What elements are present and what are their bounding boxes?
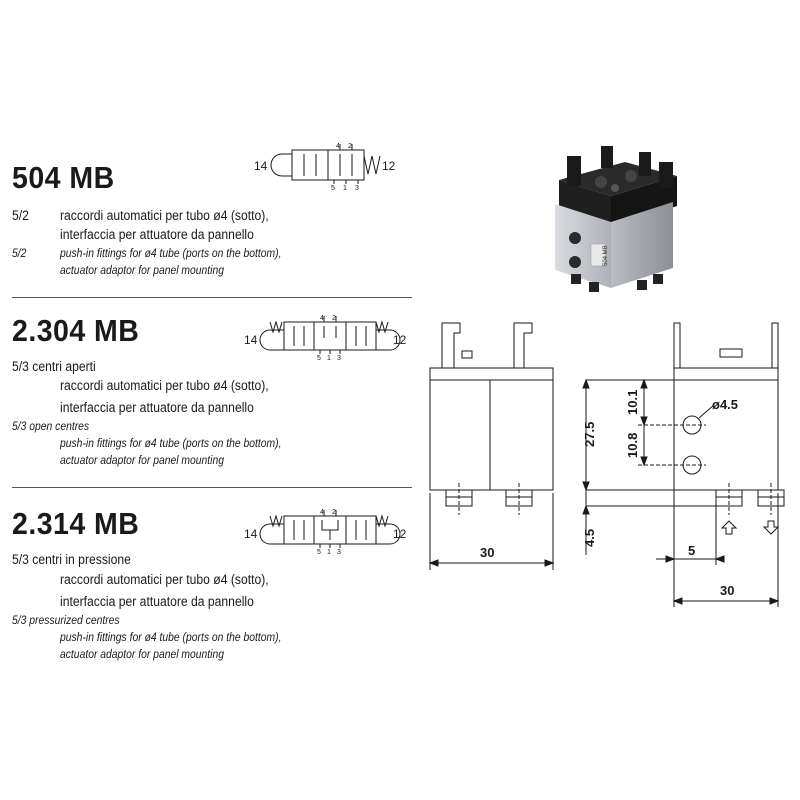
svg-text:2: 2 — [332, 509, 336, 516]
dim-side-width: 30 — [720, 583, 735, 598]
svg-text:1: 1 — [327, 549, 331, 556]
svg-text:12: 12 — [393, 333, 407, 347]
dim-port-offset: 5 — [688, 543, 696, 558]
symbol-port-14: 14 — [254, 159, 268, 173]
product-desc-it-2: interfaccia per attuatore da pannello — [60, 227, 254, 242]
svg-text:4: 4 — [320, 509, 324, 516]
svg-text:2: 2 — [332, 315, 336, 322]
svg-text:5: 5 — [331, 185, 335, 192]
product-desc-en-1: push-in fittings for ø4 tube (ports on the bottom), — [60, 632, 282, 644]
product-type: 5/2 — [12, 208, 29, 223]
product-code: 2.314 MB — [12, 506, 140, 541]
svg-text:1: 1 — [343, 185, 347, 192]
symbol-port-12: 12 — [382, 159, 396, 173]
valve-symbol-53-open — [240, 312, 410, 362]
svg-text:1: 1 — [327, 355, 331, 362]
dim-hole-diameter: ø4.5 — [712, 397, 739, 412]
product-desc-en-2: actuator adaptor for panel mounting — [60, 265, 224, 277]
dim-lower: 10.8 — [625, 432, 640, 458]
svg-text:3: 3 — [337, 355, 341, 362]
divider — [12, 487, 412, 488]
dim-height-total: 27.5 — [582, 421, 597, 447]
product-type-en: 5/2 — [12, 248, 27, 260]
product-desc-en-2: actuator adaptor for panel mounting — [60, 649, 224, 661]
product-desc-it-2: interfaccia per attuatore da pannello — [60, 594, 254, 609]
dim-front-width: 30 — [480, 545, 495, 560]
product-desc-en-1: push-in fittings for ø4 tube (ports on the bottom), — [60, 438, 282, 450]
product-desc-en-1: push-in fittings for ø4 tube (ports on the bottom), — [60, 248, 282, 260]
product-desc-en-2: actuator adaptor for panel mounting — [60, 455, 224, 467]
product-desc-it-1: raccordi automatici per tubo ø4 (sotto), — [60, 572, 269, 587]
svg-text:12: 12 — [393, 527, 407, 541]
svg-text:14: 14 — [244, 333, 258, 347]
svg-text:14: 14 — [244, 527, 258, 541]
product-desc-it-1: raccordi automatici per tubo ø4 (sotto), — [60, 378, 269, 393]
product-type: 5/3 centri aperti — [12, 359, 96, 374]
svg-text:2: 2 — [348, 143, 352, 150]
svg-text:5: 5 — [317, 549, 321, 556]
svg-text:4: 4 — [336, 143, 340, 150]
dim-fitting-height: 4.5 — [582, 528, 597, 547]
valve-symbol-52 — [250, 140, 400, 192]
product-code: 2.304 MB — [12, 313, 140, 348]
svg-text:3: 3 — [337, 549, 341, 556]
product-type: 5/3 centri in pressione — [12, 552, 131, 567]
divider — [12, 297, 412, 298]
svg-text:5: 5 — [317, 355, 321, 362]
valve-symbol-53-pressurized — [240, 506, 410, 556]
technical-drawing — [420, 315, 795, 615]
svg-text:4: 4 — [320, 315, 324, 322]
product-code: 504 MB — [12, 160, 115, 195]
product-desc-it-1: raccordi automatici per tubo ø4 (sotto), — [60, 208, 269, 223]
product-type-en: 5/3 open centres — [12, 421, 90, 433]
product-type-en: 5/3 pressurized centres — [12, 615, 120, 627]
dim-upper: 10.1 — [625, 389, 640, 415]
svg-text:3: 3 — [355, 185, 359, 192]
product-desc-it-2: interfaccia per attuatore da pannello — [60, 400, 254, 415]
photo-label: 504 MB — [603, 245, 609, 266]
product-photo — [545, 140, 705, 310]
